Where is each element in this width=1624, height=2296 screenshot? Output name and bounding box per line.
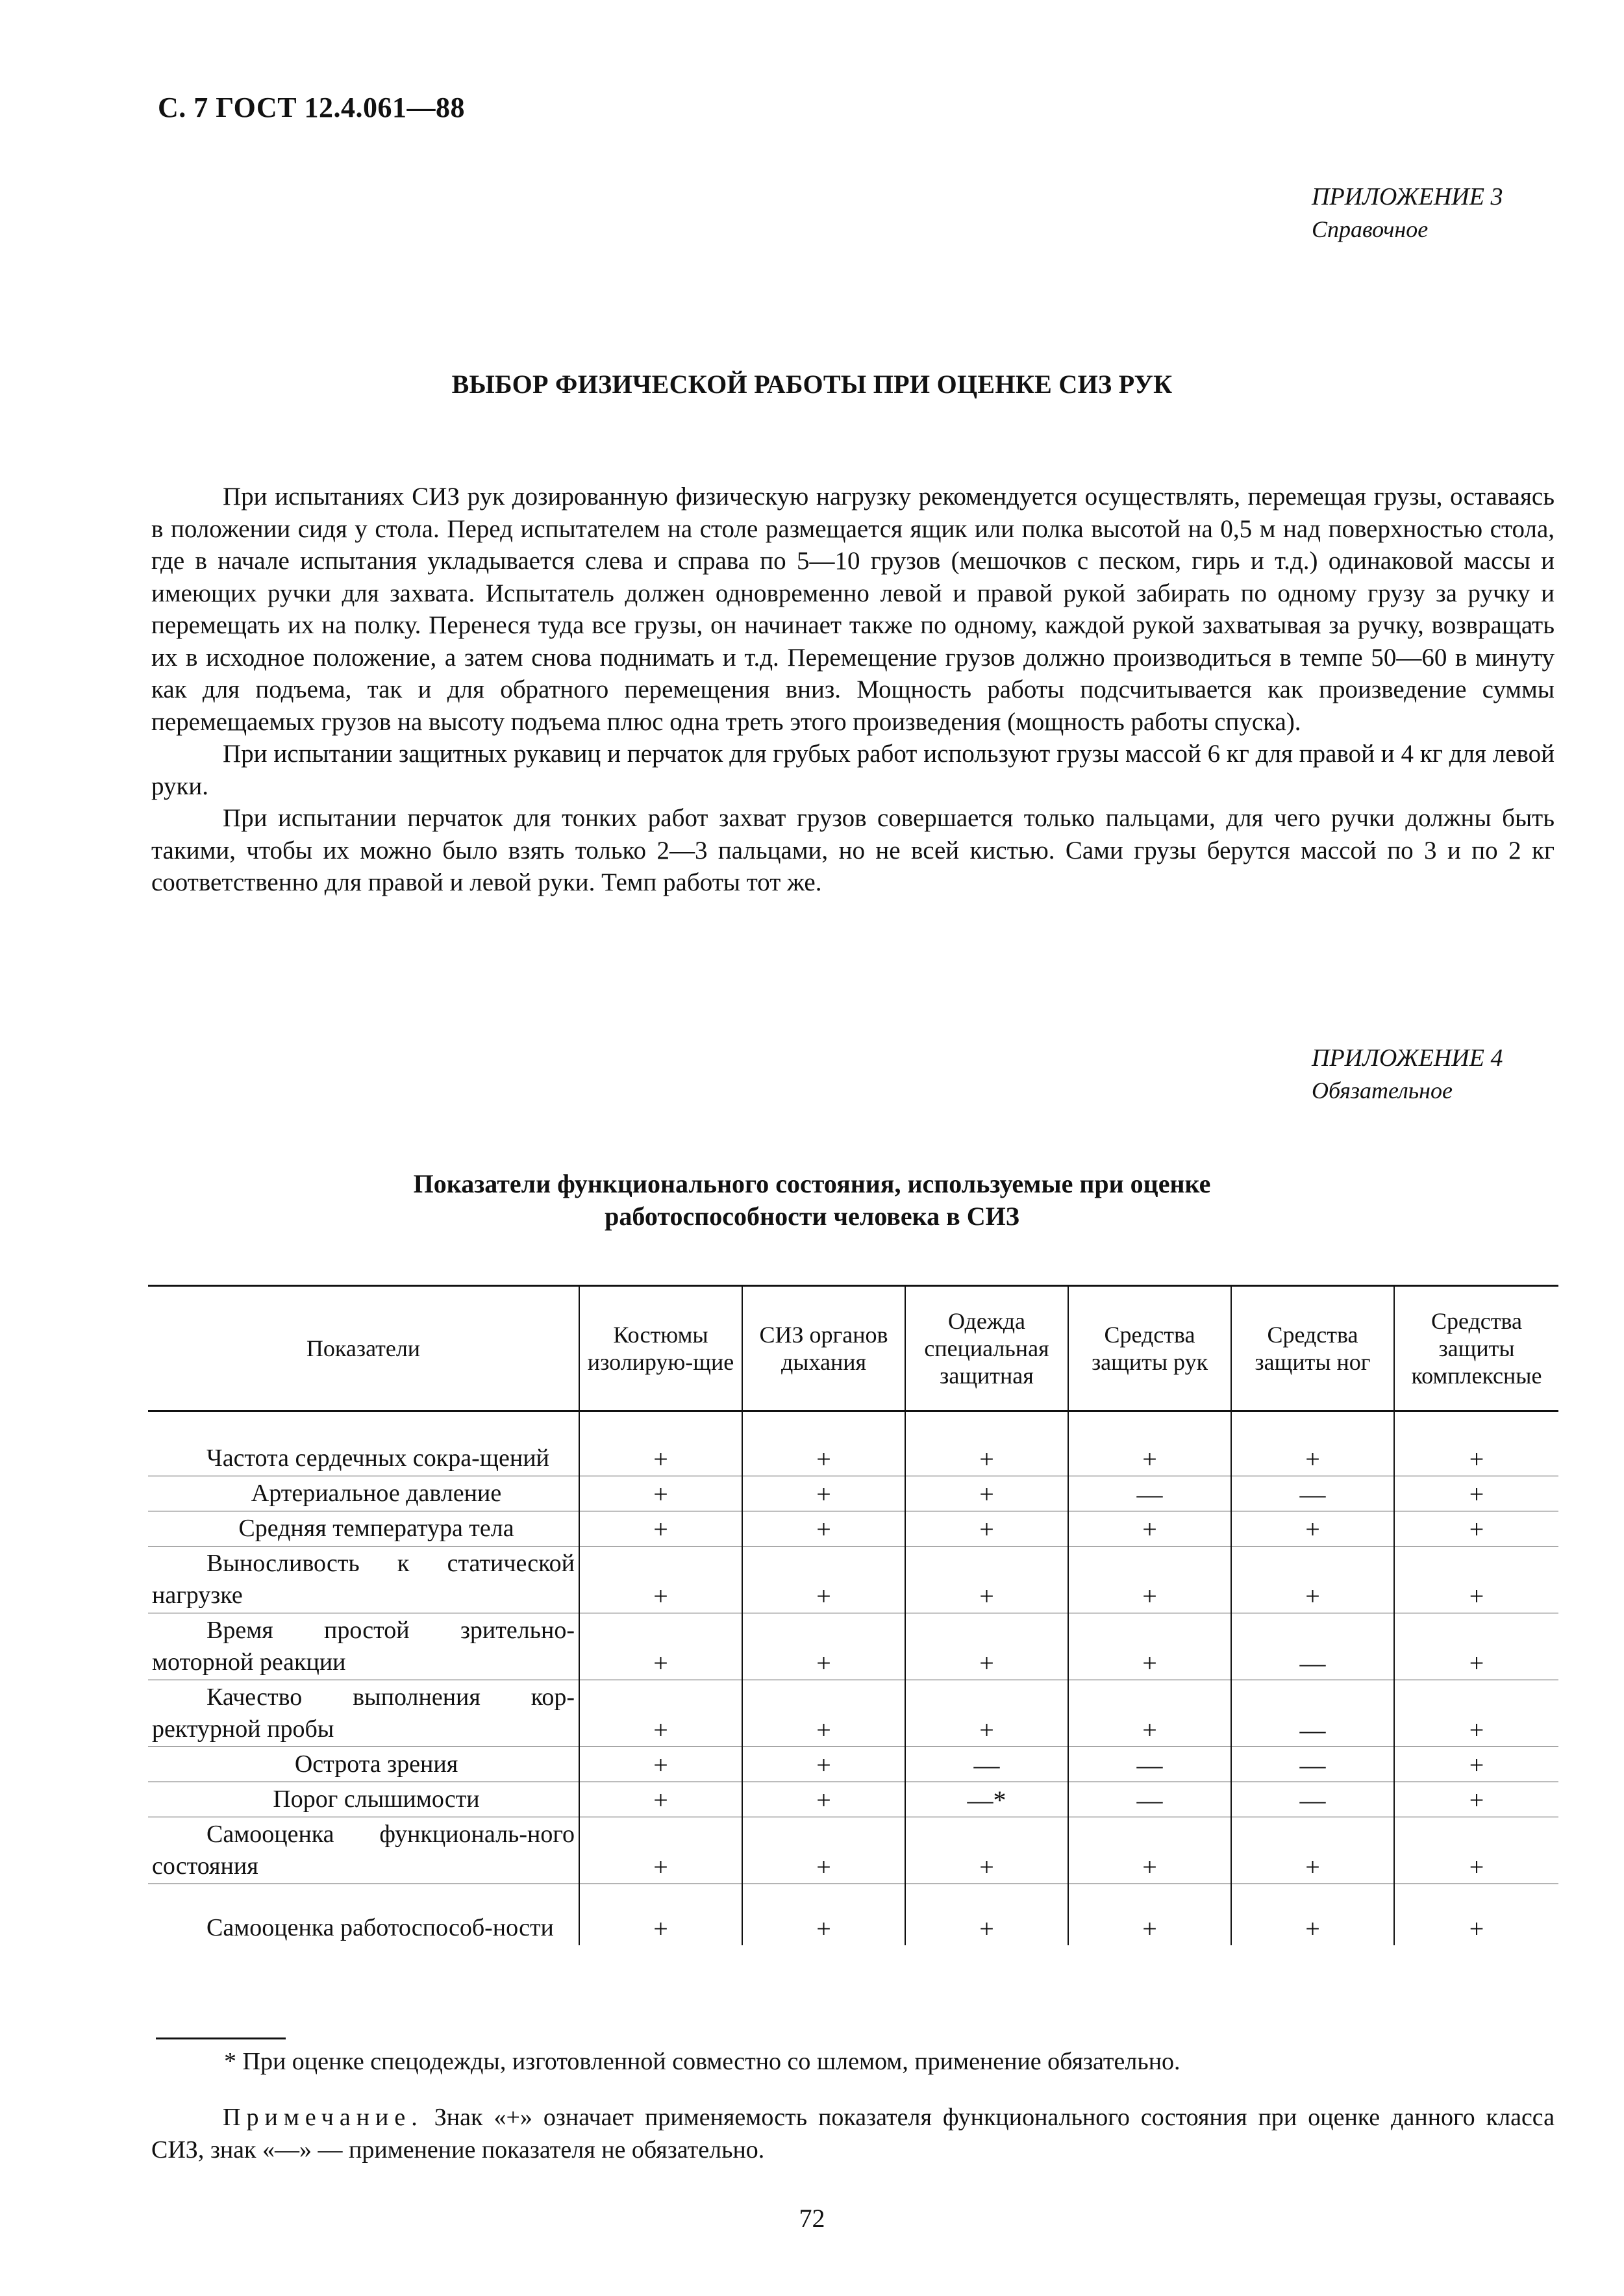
- table-cell: +: [742, 1613, 905, 1680]
- note-text: Знак «+» означает применяемость показателя функционального состояния при оценке данного класса СИЗ, знак «—» — применение показателя не обязательно.: [151, 2104, 1555, 2164]
- table-cell: +: [579, 1782, 742, 1817]
- heading-line: Показатели функционального состояния, используемые при оценке: [413, 1169, 1211, 1198]
- table-cell: +: [1394, 1680, 1558, 1747]
- table-cell: +: [1068, 1511, 1231, 1546]
- indicator-label-text: Острота зрения: [294, 1750, 458, 1778]
- footnote-rule: [156, 2037, 286, 2039]
- indicator-label-text: Частота сердечных сокра-щений: [206, 1444, 549, 1472]
- table-cell: +: [1394, 1782, 1558, 1817]
- indicator-label: [148, 1747, 579, 1782]
- table-cell: +: [742, 1747, 905, 1782]
- table-cell: +: [905, 1546, 1068, 1613]
- table-row: [148, 1511, 1558, 1546]
- indicator-label: [148, 1782, 579, 1817]
- table-row: [148, 1546, 1558, 1613]
- page-header: С. 7 ГОСТ 12.4.061—88: [158, 92, 466, 123]
- table-row: [148, 1817, 1558, 1884]
- table-cell: +: [1068, 1613, 1231, 1680]
- indicator-label-text: Порог слышимости: [273, 1785, 480, 1813]
- table-cell: +: [905, 1476, 1068, 1511]
- indicator-label: [148, 1817, 579, 1884]
- table-cell: +: [1231, 1411, 1394, 1476]
- indicator-label: [148, 1411, 579, 1476]
- table-row: [148, 1680, 1558, 1747]
- table-cell: +: [742, 1817, 905, 1884]
- footnote: * При оценке спецодежды, изготовленной совместно со шлемом, применение обязательно.: [224, 2048, 1181, 2075]
- table-cell: +: [1068, 1680, 1231, 1747]
- appendix-3-type: Справочное: [1312, 216, 1429, 242]
- table-cell: +: [1068, 1546, 1231, 1613]
- table-cell: —: [905, 1747, 1068, 1782]
- table-cell: +: [579, 1884, 742, 1945]
- table-cell: +: [1394, 1476, 1558, 1511]
- table-cell: —: [1231, 1680, 1394, 1747]
- table-cell: +: [579, 1411, 742, 1476]
- indicator-label-text: Средняя температура тела: [238, 1515, 514, 1542]
- table-cell: +: [1394, 1747, 1558, 1782]
- appendix-3-heading: ВЫБОР ФИЗИЧЕСКОЙ РАБОТЫ ПРИ ОЦЕНКЕ СИЗ РУК: [451, 370, 1173, 399]
- table-cell: +: [1394, 1546, 1558, 1613]
- appendix-3-body: [151, 481, 1555, 899]
- indicator-label-text: Выносливость к статической нагрузке: [152, 1550, 575, 1609]
- table-cell: +: [1068, 1817, 1231, 1884]
- indicator-label: [148, 1476, 579, 1511]
- indicator-label-text: Артериальное давление: [251, 1480, 502, 1507]
- table-cell: +: [742, 1680, 905, 1747]
- table-cell: +: [905, 1511, 1068, 1546]
- table-cell: +: [905, 1884, 1068, 1945]
- paragraph: При испытании перчаток для тонких работ захват грузов совершается только пальцами, для чего ручки должны быть такими, чтобы их можно было взять только 2—3 пальцами, но не всей кистью. Сами грузы берутся массой по 3 и по 2 кг соответственно для правой и левой руки. Темп работы тот же.: [151, 804, 1555, 896]
- table-row: [148, 1782, 1558, 1817]
- table-cell: —: [1068, 1476, 1231, 1511]
- indicator-label-text: Время простой зрительно-моторной реакции: [152, 1617, 575, 1676]
- indicator-label: [148, 1511, 579, 1546]
- column-header: Средства защиты рук: [1068, 1286, 1231, 1411]
- column-header: Одежда специальная защитная: [905, 1286, 1068, 1411]
- table-cell: +: [905, 1680, 1068, 1747]
- indicator-label: [148, 1680, 579, 1747]
- column-header: Костюмы изолирую-щие: [579, 1286, 742, 1411]
- table-cell: +: [1394, 1411, 1558, 1476]
- table-cell: +: [579, 1613, 742, 1680]
- table-cell: +: [742, 1511, 905, 1546]
- appendix-4-type: Обязательное: [1312, 1078, 1453, 1104]
- note: [151, 2101, 1555, 2166]
- table-cell: —: [1068, 1747, 1231, 1782]
- indicator-label: [148, 1546, 579, 1613]
- table-cell: +: [1394, 1613, 1558, 1680]
- paragraph: При испытаниях СИЗ рук дозированную физическую нагрузку рекомендуется осуществлять, перемещая грузы, оставаясь в положении сидя у стола. Перед испытателем на столе размещается ящик или полка высотой на 0,5 м над поверхностью стола, где в начале испытания укладывается слева и справа по 5—10 грузов (мешочков с песком, гирь и т.д.) одинаковой массы и имеющих ручки для захвата. Испытатель должен одновременно левой и правой рукой забирать по одному грузу за ручку и перемещать их на полку. Перенеся туда все грузы, он начинает также по одному, каждой рукой захватывая за ручку, возвращать их в исходное положение, а затем снова поднимать и т.д. Перемещение грузов должно производиться в темпе 50—60 в минуту как для подъема, так и для обратного перемещения вниз. Мощность работы подсчитывается как произведение суммы перемещаемых грузов на высоту подъема плюс одна треть этого произведения (мощность работы спуска).: [151, 483, 1555, 736]
- table-cell: +: [1394, 1884, 1558, 1945]
- table-cell: +: [742, 1884, 905, 1945]
- page-number: 72: [799, 2204, 825, 2233]
- appendix-4-title: ПРИЛОЖЕНИЕ 4: [1312, 1044, 1503, 1072]
- table-header-row: [148, 1286, 1558, 1411]
- table-cell: +: [905, 1613, 1068, 1680]
- table-cell: +: [742, 1782, 905, 1817]
- indicator-label-text: Самооценка функциональ-ного состояния: [152, 1821, 575, 1880]
- table-cell: +: [579, 1546, 742, 1613]
- appendix-4-label: [1312, 1042, 1503, 1107]
- table-cell: +: [742, 1476, 905, 1511]
- table-cell: +: [742, 1546, 905, 1613]
- table-cell: +: [579, 1747, 742, 1782]
- table-cell: —*: [905, 1782, 1068, 1817]
- table-cell: +: [742, 1411, 905, 1476]
- table-cell: +: [905, 1817, 1068, 1884]
- column-header: Показатели: [306, 1335, 421, 1361]
- table-row: [148, 1884, 1558, 1945]
- table-cell: +: [1394, 1511, 1558, 1546]
- column-header: Средства защиты ног: [1231, 1286, 1394, 1411]
- table-row: [148, 1747, 1558, 1782]
- table-cell: +: [1231, 1546, 1394, 1613]
- note-label: Примечание.: [223, 2104, 423, 2131]
- heading-line: работоспособности человека в СИЗ: [605, 1202, 1019, 1231]
- indicators-table: [148, 1285, 1558, 1945]
- indicator-label: [148, 1613, 579, 1680]
- indicator-label-text: Качество выполнения кор-ректурной пробы: [152, 1684, 575, 1743]
- table-cell: +: [1231, 1817, 1394, 1884]
- table-cell: +: [1231, 1884, 1394, 1945]
- table-cell: +: [1068, 1884, 1231, 1945]
- appendix-4-heading: [0, 1168, 1624, 1233]
- column-header: СИЗ органов дыхания: [742, 1286, 905, 1411]
- paragraph: При испытании защитных рукавиц и перчаток для грубых работ используют грузы массой 6 кг для правой и 4 кг для левой руки.: [151, 740, 1555, 800]
- table-row: [148, 1411, 1558, 1476]
- table-cell: +: [905, 1411, 1068, 1476]
- table-cell: +: [579, 1680, 742, 1747]
- appendix-3-title: ПРИЛОЖЕНИЕ 3: [1312, 183, 1503, 210]
- table-row: [148, 1613, 1558, 1680]
- table-row: [148, 1476, 1558, 1511]
- table-cell: +: [579, 1476, 742, 1511]
- table-cell: —: [1231, 1476, 1394, 1511]
- table-cell: +: [1231, 1511, 1394, 1546]
- column-header: Средства защиты комплексные: [1394, 1286, 1558, 1411]
- table-cell: —: [1231, 1613, 1394, 1680]
- table-cell: +: [579, 1817, 742, 1884]
- table-cell: +: [579, 1511, 742, 1546]
- appendix-3-label: [1312, 181, 1503, 246]
- table-cell: —: [1231, 1747, 1394, 1782]
- table-cell: —: [1068, 1782, 1231, 1817]
- table-cell: —: [1231, 1782, 1394, 1817]
- table-cell: +: [1068, 1411, 1231, 1476]
- indicator-label: [148, 1884, 579, 1945]
- indicator-label-text: Самооценка работоспособ-ности: [206, 1913, 554, 1941]
- table-cell: +: [1394, 1817, 1558, 1884]
